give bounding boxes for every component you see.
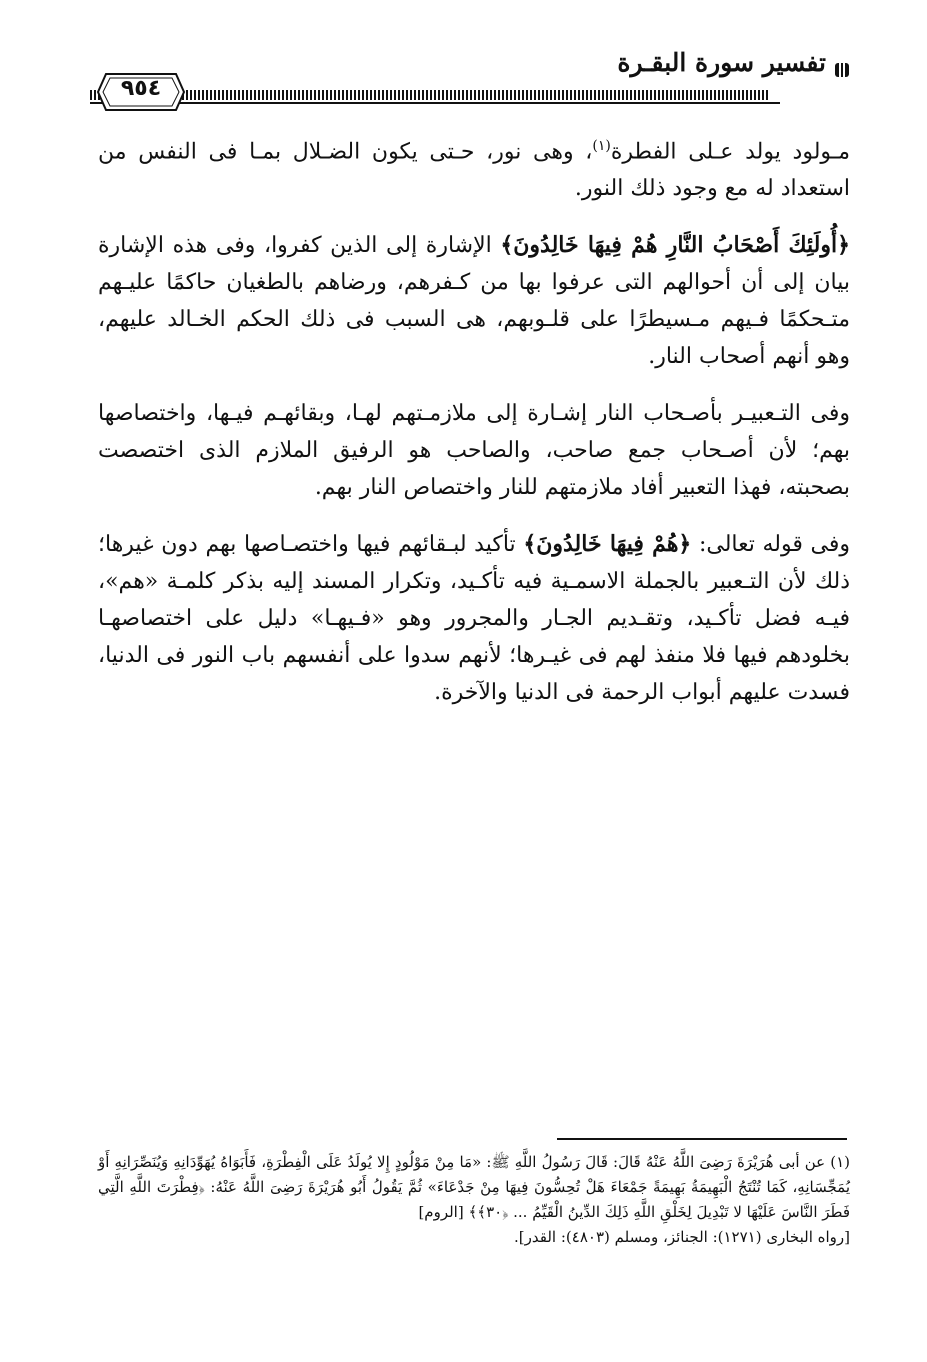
main-text [98, 128, 850, 731]
paragraph: ﴿أُولَئِكَ أَصْحَابُ النَّارِ هُمْ فِيهَا خَالِدُونَ﴾ الإشارة إلى الذين كفروا، وفى هذه الإشارة بيان إلى أن أحوالهم التى عرفوا بها من كـفرهم، ورضاهم بالطغيان حاكمًا عليـهم متـحكمًا فـيهم مـسيطرًا على قلـوبهم، هى السبب فى ذلك الحكم الخـالد عليهم، وهو أنهم أصحاب النار. [98, 232, 850, 370]
footnote: (١) عن أبى هُرَيْرَةَ رَضِىَ اللَّهُ عَنْهُ قَالَ: قَالَ رَسُولُ اللَّهِ ﷺ: «مَا مِنْ مَوْلُودٍ إِلا يُولَدُ عَلَى الْفِطْرَةِ، فَأَبَوَاهُ يُهَوِّدَانِهِ وَيُنَصِّرَانِهِ أَوْ يُمَجِّسَانِهِ، كَمَا تُنْتَجُ الْبَهِيمَةُ بَهِيمَةً جَمْعَاءَ هَلْ تُحِسُّونَ فِيهَا مِنْ جَدْعَاءَ» ثُمَّ يَقُولُ أَبُو هُرَيْرَةَ رَضِىَ اللَّهُ عَنْهُ: ﴿فِطْرَتَ اللَّهِ الَّتِي فَطَرَ النَّاسَ عَلَيْهَا لا تَبْدِيلَ لِخَلْقِ اللَّهِ ذَلِكَ الدِّينُ الْقَيِّمُ ... ﴿٣٠﴾﴾ [الروم] [98, 1153, 850, 1221]
footnote-separator [557, 1138, 847, 1140]
running-title-text: تفسير سورة البقـرة [617, 48, 826, 77]
paragraph: مـولود يولد عـلى الفطرة$^{(١)}$، وهى نور، حـتى يكون الضـلال بمـا فى النفس من استعداد له مع وجود ذلك النور. [98, 138, 850, 202]
page-header [90, 30, 850, 120]
quran-verse: ﴿أُولَئِكَ أَصْحَابُ النَّارِ هُمْ فِيهَا خَالِدُونَ﴾ [500, 232, 850, 259]
header-rule-line [90, 102, 780, 104]
footnotes [98, 1150, 850, 1250]
header-rule [90, 90, 770, 100]
footnote-citation: [رواه البخارى (١٢٧١): الجنائز، ومسلم (٤٨٠٣): القدر]. [514, 1228, 850, 1246]
paragraph: وفى التـعبيـر بأصـحاب النار إشـارة إلى ملازمـتهم لهـا، وبقائهـم فيـها، واختصاصها بهم؛ لأن أصـحاب جمع صاحب، والصاحب هو الرفيق الملازم الذى اختصصت بصحبته، فهذا التعبير أفاد ملازمتهم للنار واختصاص النار بهم. [98, 401, 850, 501]
paragraph: وفى قوله تعالى: ﴿هُمْ فِيهَا خَالِدُونَ﴾ تأكيد لبـقائهم فيها واختصـاصها بهم دون غيرها؛ ذلك لأن التـعبير بالجملة الاسمـية فيه تأكـيد، وتكرار المسند إليه بذكر كلمـة «هم»، فيـه فضل تأكـيد، وتقـديم الجـار والمجرور وهو «فـيهـا» دليل على اختصاصهـا بخلودهم فيها فلا منفذ لهم فى غيـرها؛ لأنهم سدوا على أنفسهم باب النور فى الدنيا، فسدت عليهم أبواب الرحمة فى الدنيا والآخرة. [98, 531, 850, 706]
page-number-badge [96, 70, 186, 114]
running-title [617, 48, 850, 77]
ornament-icon [834, 55, 850, 71]
footnote-reference[interactable]: (١) [592, 138, 611, 154]
page-number: ٩٥٤ [120, 76, 162, 101]
quran-verse: ﴿هُمْ فِيهَا خَالِدُونَ﴾ [523, 531, 692, 558]
